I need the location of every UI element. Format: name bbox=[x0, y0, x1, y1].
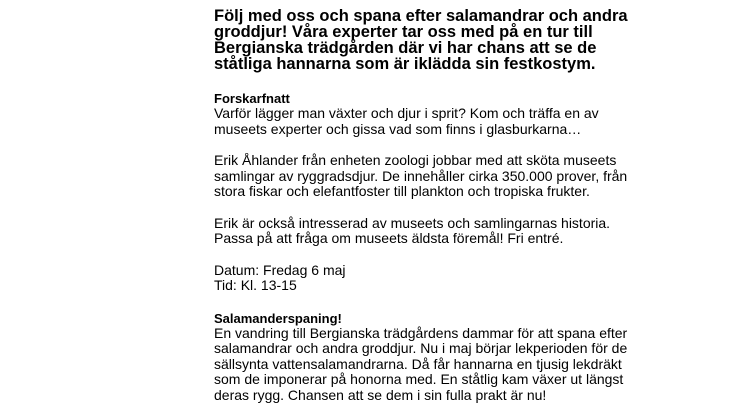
lead-text: Följ med oss och spana efter salamandrar och andra groddjur! Våra experter tar oss med på en tur till Bergianska trädgården där vi har chans att se de ståtliga hannarna som är iklädda sin festkostym. bbox=[214, 7, 628, 73]
event-date: Datum: Fredag 6 maj bbox=[214, 261, 346, 278]
event-details bbox=[214, 263, 684, 294]
event-time: Tid: Kl. 13-15 bbox=[214, 277, 297, 293]
paragraph: Erik Åhlander från enheten zoologi jobbar med att sköta museets samlingar av ryggradsdjur. De innehåller cirka 350.000 prover, från stora fiskar och elefantfoster till plankton och tropiska frukter. bbox=[214, 152, 628, 199]
section-title: Salamanderspaning! bbox=[214, 310, 342, 326]
paragraph: En vandring till Bergianska trädgårdens dammar för att spana efter salamandrar och andra groddjur. Nu i maj börjar lekperioden för de sällsynta vattensalamandrarna. Då får hannarna en tjusig lekdräkt som de imponerar på honorna med. En ståtlig kam växer ut längst deras rygg. Chansen att se dem i sin fulla prakt är nu! bbox=[214, 324, 628, 403]
article-content bbox=[214, 8, 684, 403]
paragraph: Erik är också intresserad av museets och samlingarnas historia. Passa på att fråga om museets äldsta föremål! Fri entré. bbox=[214, 214, 611, 246]
section-salamanderspaning bbox=[214, 311, 684, 404]
paragraph: Varför lägger man växter och djur i sprit? Kom och träffa en av museets experter och gissa vad som finns i glasburkarna… bbox=[214, 105, 599, 137]
section-forskarfnatt bbox=[214, 91, 684, 294]
section-title: Forskarfnatt bbox=[214, 91, 290, 106]
